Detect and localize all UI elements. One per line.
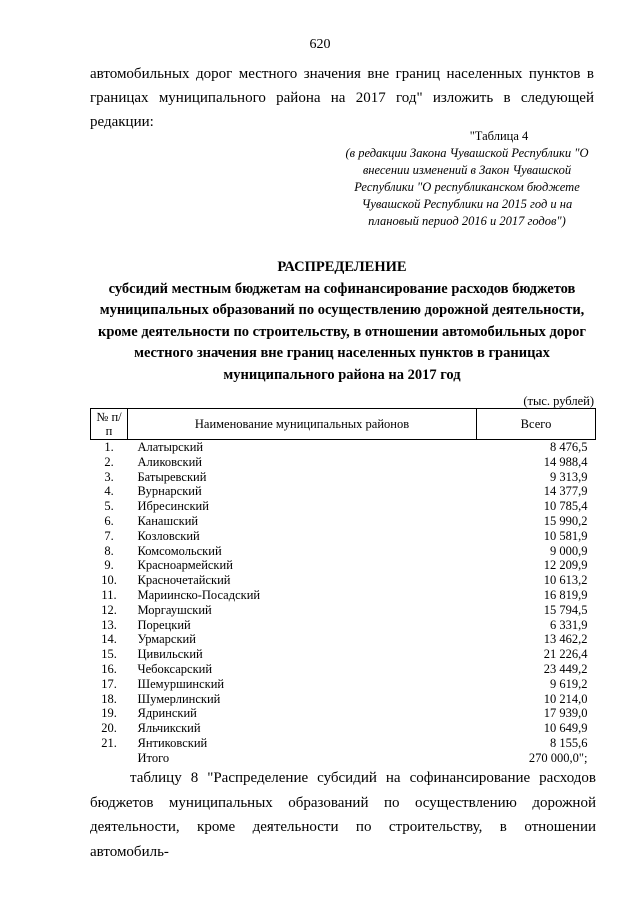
row-number: 20.	[101, 721, 117, 736]
row-number: 18.	[101, 691, 117, 706]
district-name: Аликовский	[137, 454, 202, 469]
table-row	[91, 470, 596, 485]
outro-text: таблицу 8 "Распределение субсидий на софинансирование расходов бюджетов муниципальных образований по осуществлению дорожной деятельности, кроме деятельности по строительству, в отношении автомобиль-	[90, 770, 596, 860]
table-ref-title: "Таблица 4	[469, 129, 529, 143]
table-row	[91, 529, 596, 544]
total-value: 270 000,0";	[528, 750, 588, 765]
table-body	[91, 440, 596, 766]
row-total: 10 785,4	[543, 499, 588, 514]
row-number: 4.	[104, 484, 114, 499]
table-row	[91, 603, 596, 618]
district-name: Батыревский	[137, 469, 207, 484]
district-name: Алатырский	[137, 440, 204, 454]
district-name: Канашский	[137, 513, 199, 528]
row-total: 14 988,4	[543, 454, 588, 469]
table-row	[91, 632, 596, 647]
row-number: 15.	[101, 647, 117, 662]
document-heading	[90, 257, 594, 386]
row-total: 10 581,9	[543, 528, 588, 543]
table-row	[91, 588, 596, 603]
outro-paragraph	[90, 766, 596, 864]
table-row	[91, 647, 596, 662]
district-name: Красночетайский	[137, 573, 231, 588]
row-number: 16.	[101, 661, 117, 676]
district-name: Цивильский	[137, 647, 203, 662]
district-name: Урмарский	[137, 632, 196, 647]
district-name: Комсомольский	[137, 543, 222, 558]
row-total: 9 619,2	[550, 676, 588, 691]
table-row	[91, 499, 596, 514]
district-name: Шемуршинский	[137, 676, 225, 691]
row-number: 9.	[104, 558, 114, 573]
row-total: 10 649,9	[543, 721, 588, 736]
table-row	[91, 484, 596, 499]
row-number: 8.	[104, 543, 114, 558]
district-name: Янтиковский	[137, 735, 208, 750]
district-name: Вурнарский	[137, 484, 202, 499]
units-label: (тыс. рублей)	[523, 394, 594, 408]
row-total: 15 794,5	[543, 602, 588, 617]
row-number: 3.	[104, 469, 114, 484]
row-number: 5.	[104, 499, 114, 514]
header-number: № п/п	[91, 409, 128, 440]
heading-title: РАСПРЕДЕЛЕНИЕ	[277, 259, 407, 275]
row-number: 13.	[101, 617, 117, 632]
row-total: 9 313,9	[550, 469, 588, 484]
distribution-table	[90, 408, 596, 766]
row-number: 6.	[104, 513, 114, 528]
table-row	[91, 692, 596, 707]
row-total: 13 462,2	[543, 632, 588, 647]
district-name: Шумерлинский	[137, 691, 221, 706]
district-name: Яльчикский	[137, 721, 201, 736]
district-name: Красноармейский	[137, 558, 233, 573]
row-total: 8 155,6	[550, 735, 588, 750]
header-district-name: Наименование муниципальных районов	[128, 409, 477, 440]
row-number: 1.	[104, 440, 114, 454]
row-number: 19.	[101, 706, 117, 721]
intro-text: автомобильных дорог местного значения вне границ населенных пунктов в границах муниципального района на 2017 год" изложить в следующей редакции:	[90, 66, 594, 130]
table-reference	[324, 128, 594, 230]
table-row	[91, 706, 596, 721]
district-name: Ибресинский	[137, 499, 209, 514]
table-row	[91, 544, 596, 559]
district-name: Порецкий	[137, 617, 191, 632]
row-total: 23 449,2	[543, 661, 588, 676]
total-number-cell	[91, 751, 128, 766]
table-row	[91, 736, 596, 751]
table-row	[91, 455, 596, 470]
row-number: 7.	[104, 528, 114, 543]
intro-paragraph	[90, 62, 594, 134]
heading-subtitle: субсидий местным бюджетам на софинансирование расходов бюджетов муниципальных образований по осуществлению дорожной деятельности, кроме деятельности по строительству, в отношении автомобильных дорог местного значения вне границ населенных пунктов в границах муниципального района на 2017 год	[98, 280, 586, 383]
row-total: 14 377,9	[543, 484, 588, 499]
page-number: 620	[309, 37, 331, 52]
district-name: Мариинско-Посадский	[137, 587, 261, 602]
district-name: Чебоксарский	[137, 661, 213, 676]
row-number: 12.	[101, 602, 117, 617]
row-number: 11.	[101, 587, 117, 602]
row-total: 8 476,5	[550, 440, 588, 454]
row-number: 14.	[101, 632, 117, 647]
table-row	[91, 618, 596, 633]
total-label: Итого	[137, 750, 170, 765]
row-total: 9 000,9	[550, 543, 588, 558]
table-header-row	[91, 409, 596, 440]
row-total: 10 214,0	[543, 691, 588, 706]
district-name: Ядринский	[137, 706, 197, 721]
table-row	[91, 662, 596, 677]
row-number: 17.	[101, 676, 117, 691]
table-ref-note: (в редакции Закона Чувашской Республики "О внесении изменений в Закон Чувашской Республики "О республиканском бюджете Чувашской Республики на 2015 год и на плановый период 2016 и 2017 годов")	[345, 146, 589, 228]
table-row	[91, 721, 596, 736]
row-total: 6 331,9	[550, 617, 588, 632]
district-name: Моргаушский	[137, 602, 212, 617]
table-row	[91, 573, 596, 588]
row-number: 2.	[104, 454, 114, 469]
table-row	[91, 558, 596, 573]
row-total: 17 939,0	[543, 706, 588, 721]
row-total: 10 613,2	[543, 573, 588, 588]
table-row	[91, 440, 596, 455]
district-name: Козловский	[137, 528, 200, 543]
table-row	[91, 677, 596, 692]
row-number: 21.	[101, 735, 117, 750]
table-total-row	[91, 751, 596, 766]
row-total: 15 990,2	[543, 513, 588, 528]
row-total: 21 226,4	[543, 647, 588, 662]
header-total: Всего	[477, 409, 596, 440]
row-total: 12 209,9	[543, 558, 588, 573]
row-number: 10.	[101, 573, 117, 588]
row-total: 16 819,9	[543, 587, 588, 602]
table-row	[91, 514, 596, 529]
